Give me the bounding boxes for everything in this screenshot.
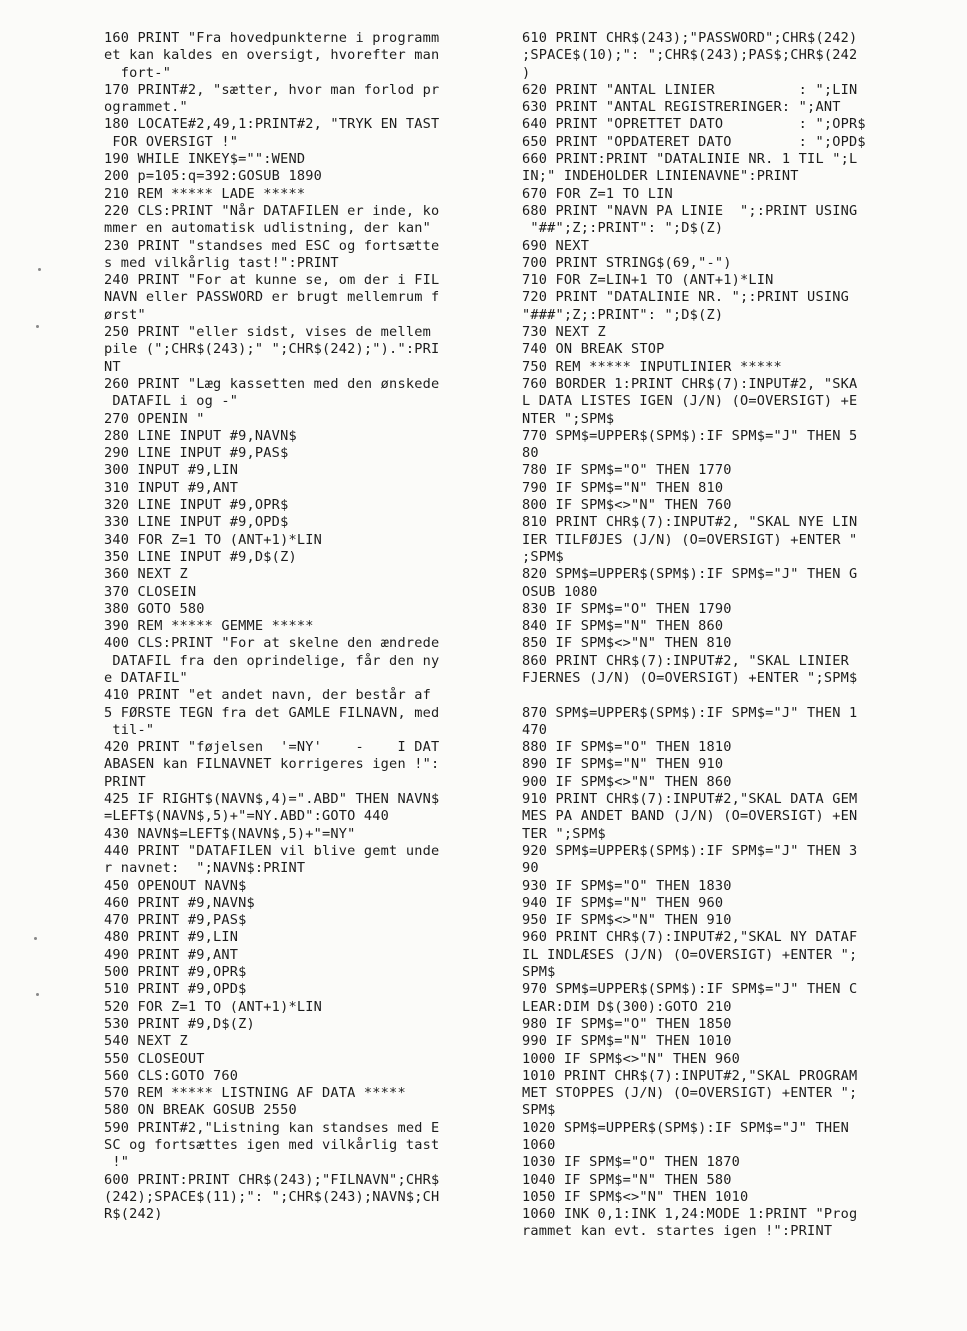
code-line: LEAR:DIM D$(300):GOTO 210 xyxy=(522,998,732,1015)
code-line: 570 REM ***** LISTNING AF DATA ***** xyxy=(104,1085,406,1102)
code-line: NT xyxy=(104,358,121,375)
code-line: 180 LOCATE#2,49,1:PRINT#2, "TRYK EN TAST xyxy=(104,116,440,133)
scan-speck xyxy=(36,325,39,328)
code-line: 80 xyxy=(522,445,539,462)
code-line: 590 PRINT#2,"Listning kan standses med E xyxy=(104,1119,440,1136)
code-line: til-" xyxy=(104,721,155,738)
code-line: !" xyxy=(104,1154,130,1171)
code-line: 770 SPM$=UPPER$(SPM$):IF SPM$="J" THEN 5 xyxy=(522,427,858,444)
code-line: 210 REM ***** LADE ***** xyxy=(104,185,306,202)
code-line: 960 PRINT CHR$(7):INPUT#2,"SKAL NY DATAF xyxy=(522,929,858,946)
code-line: pile (";CHR$(243);" ";CHR$(242);").":PRI xyxy=(104,341,440,358)
code-line: r navnet: ";NAVN$:PRINT xyxy=(104,860,306,877)
code-line: IER TILFØJES (J/N) (O=OVERSIGT) +ENTER " xyxy=(522,531,858,548)
code-line: 1060 xyxy=(522,1137,556,1153)
code-line: ;SPM$ xyxy=(522,548,564,565)
code-line: 640 PRINT "OPRETTET DATO : ";OPR$ xyxy=(522,116,866,133)
code-line: 1010 PRINT CHR$(7):INPUT#2,"SKAL PROGRAM xyxy=(522,1067,858,1084)
code-line: "###";Z;:PRINT": ";D$(Z) xyxy=(522,306,724,323)
code-line: 260 PRINT "Læg kassetten med den ønskede xyxy=(104,375,440,392)
code-line: 270 OPENIN " xyxy=(104,410,205,427)
code-line: mmer en automatisk udlistning, der kan" xyxy=(104,220,431,237)
listing-column-left xyxy=(104,30,520,1223)
code-line: IN;" INDEHOLDER LINIENAVNE":PRINT xyxy=(522,168,799,185)
code-line: s med vilkårlig tast!":PRINT xyxy=(104,254,339,271)
code-line: 280 LINE INPUT #9,NAVN$ xyxy=(104,427,297,444)
code-line: SPM$ xyxy=(522,964,556,981)
code-line: ørst" xyxy=(104,306,146,323)
code-line: 710 FOR Z=LIN+1 TO (ANT+1)*LIN xyxy=(522,272,774,289)
code-line: 190 WHILE INKEY$="":WEND xyxy=(104,151,306,168)
code-line: 380 GOTO 580 xyxy=(104,600,205,617)
code-line: rammet kan evt. startes igen !":PRINT xyxy=(522,1223,833,1240)
code-line: 650 PRINT "OPDATERET DATO : ";OPD$ xyxy=(522,133,866,150)
code-line: 810 PRINT CHR$(7):INPUT#2, "SKAL NYE LIN xyxy=(522,514,858,531)
code-line: DATAFIL fra den oprindelige, får den ny xyxy=(104,652,440,669)
code-line: L DATA LISTES IGEN (J/N) (O=OVERSIGT) +E xyxy=(522,393,858,410)
code-line: 910 PRINT CHR$(7):INPUT#2,"SKAL DATA GEM xyxy=(522,791,858,808)
code-line: 780 IF SPM$="O" THEN 1770 xyxy=(522,462,732,479)
code-line: 700 PRINT STRING$(69,"-") xyxy=(522,254,732,271)
code-line: 240 PRINT "For at kunne se, om der i FIL xyxy=(104,272,440,289)
code-line: 680 PRINT "NAVN PA LINIE ";:PRINT USING xyxy=(522,202,858,219)
code-line: DATAFIL i og -" xyxy=(104,393,239,410)
code-line: 310 INPUT #9,ANT xyxy=(104,479,239,496)
scan-speck xyxy=(36,993,39,996)
code-line: 670 FOR Z=1 TO LIN xyxy=(522,185,673,202)
code-line: 850 IF SPM$<>"N" THEN 810 xyxy=(522,635,732,652)
code-line: 480 PRINT #9,LIN xyxy=(104,929,239,946)
code-line: 550 CLOSEOUT xyxy=(104,1050,205,1067)
code-line: ) xyxy=(522,64,531,81)
code-line: 230 PRINT "standses med ESC og fortsætte xyxy=(104,237,440,254)
code-line: 220 CLS:PRINT "Når DATAFILEN er inde, ko xyxy=(104,202,440,219)
code-line: ogrammet." xyxy=(104,99,188,116)
code-line: 330 LINE INPUT #9,OPD$ xyxy=(104,514,289,531)
code-line: 510 PRINT #9,OPD$ xyxy=(104,981,247,998)
code-line: 790 IF SPM$="N" THEN 810 xyxy=(522,479,724,496)
code-line: 340 FOR Z=1 TO (ANT+1)*LIN xyxy=(104,531,322,548)
code-line: 630 PRINT "ANTAL REGISTRERINGER: ";ANT xyxy=(522,99,841,116)
scan-speck xyxy=(38,268,41,271)
code-line: PRINT xyxy=(104,773,146,790)
code-line: 170 PRINT#2, "sætter, hvor man forlod pr xyxy=(104,81,440,98)
code-line: 250 PRINT "eller sidst, vises de mellem xyxy=(104,324,431,341)
code-line: 950 IF SPM$<>"N" THEN 910 xyxy=(522,912,732,929)
code-line: 880 IF SPM$="O" THEN 1810 xyxy=(522,739,732,756)
code-line: 930 IF SPM$="O" THEN 1830 xyxy=(522,877,732,894)
code-line: NAVN eller PASSWORD er brugt mellemrum f xyxy=(104,289,440,306)
code-line: R$(242) xyxy=(104,1206,163,1223)
code-line: ;SPACE$(10);": ";CHR$(243);PAS$;CHR$(242 xyxy=(522,47,858,64)
code-line: 160 PRINT "Fra hovedpunkterne i programm xyxy=(104,30,440,46)
code-line: 370 CLOSEIN xyxy=(104,583,197,600)
code-line: 970 SPM$=UPPER$(SPM$):IF SPM$="J" THEN C xyxy=(522,981,858,998)
code-line: 300 INPUT #9,LIN xyxy=(104,462,239,479)
code-line: 470 PRINT #9,PAS$ xyxy=(104,912,247,929)
code-line: 610 PRINT CHR$(243);"PASSWORD";CHR$(242) xyxy=(522,30,858,46)
code-line: 5 FØRSTE TEGN fra det GAMLE FILNAVN, med xyxy=(104,704,440,721)
code-line: 490 PRINT #9,ANT xyxy=(104,946,239,963)
code-line: 730 NEXT Z xyxy=(522,324,606,341)
code-line: FOR OVERSIGT !" xyxy=(104,133,239,150)
code-line: 1040 IF SPM$="N" THEN 580 xyxy=(522,1171,732,1188)
code-line: =LEFT$(NAVN$,5)+"=NY.ABD":GOTO 440 xyxy=(104,808,390,825)
code-line: 460 PRINT #9,NAVN$ xyxy=(104,894,255,911)
code-line: IL INDLÆSES (J/N) (O=OVERSIGT) +ENTER "; xyxy=(522,946,858,963)
code-line: 400 CLS:PRINT "For at skelne den ændrede xyxy=(104,635,440,652)
code-line: e DATAFIL" xyxy=(104,669,188,686)
code-line: et kan kaldes en oversigt, hvorefter man xyxy=(104,47,440,64)
code-line: 940 IF SPM$="N" THEN 960 xyxy=(522,894,724,911)
code-line: 900 IF SPM$<>"N" THEN 860 xyxy=(522,773,732,790)
code-line: 540 NEXT Z xyxy=(104,1033,188,1050)
code-line: 980 IF SPM$="O" THEN 1850 xyxy=(522,1015,732,1032)
code-line: SPM$ xyxy=(522,1102,556,1119)
code-line: 430 NAVN$=LEFT$(NAVN$,5)+"=NY" xyxy=(104,825,356,842)
code-line: FJERNES (J/N) (O=OVERSIGT) +ENTER ";SPM$ xyxy=(522,669,858,686)
code-line: 390 REM ***** GEMME ***** xyxy=(104,618,314,635)
code-line xyxy=(522,687,942,704)
code-line: 425 IF RIGHT$(NAVN$,4)=".ABD" THEN NAVN$ xyxy=(104,791,440,808)
code-line: 820 SPM$=UPPER$(SPM$):IF SPM$="J" THEN G xyxy=(522,566,858,583)
code-line: 90 xyxy=(522,860,539,877)
code-line: 870 SPM$=UPPER$(SPM$):IF SPM$="J" THEN 1 xyxy=(522,704,858,721)
code-line: 290 LINE INPUT #9,PAS$ xyxy=(104,445,289,462)
code-line: 450 OPENOUT NAVN$ xyxy=(104,877,247,894)
code-line: 620 PRINT "ANTAL LINIER : ";LIN xyxy=(522,81,858,98)
code-line: 360 NEXT Z xyxy=(104,566,188,583)
code-line: 800 IF SPM$<>"N" THEN 760 xyxy=(522,497,732,514)
code-line: 990 IF SPM$="N" THEN 1010 xyxy=(522,1033,732,1050)
code-line: 890 IF SPM$="N" THEN 910 xyxy=(522,756,724,773)
code-line: 1060 INK 0,1:INK 1,24:MODE 1:PRINT "Prog xyxy=(522,1206,858,1223)
code-line: 1020 SPM$=UPPER$(SPM$):IF SPM$="J" THEN xyxy=(522,1119,849,1136)
code-line: SC og fortsættes igen med vilkårlig tast xyxy=(104,1137,440,1153)
code-line: (242);SPACE$(11);": ";CHR$(243);NAVN$;CH xyxy=(104,1188,440,1205)
code-line: 830 IF SPM$="O" THEN 1790 xyxy=(522,600,732,617)
code-line: 760 BORDER 1:PRINT CHR$(7):INPUT#2, "SKA xyxy=(522,375,858,392)
code-line: 420 PRINT "føjelsen '=NY' - I DAT xyxy=(104,739,440,756)
listing-column-right xyxy=(522,30,942,1241)
code-line: 840 IF SPM$="N" THEN 860 xyxy=(522,618,724,635)
code-line: 720 PRINT "DATALINIE NR. ";:PRINT USING xyxy=(522,289,849,306)
code-line: 690 NEXT xyxy=(522,237,590,254)
code-line: 320 LINE INPUT #9,OPR$ xyxy=(104,497,289,514)
scan-speck xyxy=(34,937,37,940)
code-line: 1030 IF SPM$="O" THEN 1870 xyxy=(522,1154,740,1171)
code-line: 750 REM ***** INPUTLINIER ***** xyxy=(522,358,782,375)
code-line: MES PA ANDET BAND (J/N) (O=OVERSIGT) +EN xyxy=(522,808,858,825)
code-line: MET STOPPES (J/N) (O=OVERSIGT) +ENTER "; xyxy=(522,1085,858,1102)
code-line: 440 PRINT "DATAFILEN vil blive gemt unde xyxy=(104,842,440,859)
code-line: 660 PRINT:PRINT "DATALINIE NR. 1 TIL ";L xyxy=(522,151,858,168)
code-line: 530 PRINT #9,D$(Z) xyxy=(104,1015,255,1032)
code-line: 560 CLS:GOTO 760 xyxy=(104,1067,239,1084)
code-line: 580 ON BREAK GOSUB 2550 xyxy=(104,1102,297,1119)
code-line: 520 FOR Z=1 TO (ANT+1)*LIN xyxy=(104,998,322,1015)
code-line: OSUB 1080 xyxy=(522,583,598,600)
code-line: ABASEN kan FILNAVNET korrigeres igen !": xyxy=(104,756,440,773)
code-line: 1050 IF SPM$<>"N" THEN 1010 xyxy=(522,1188,749,1205)
code-line: 470 xyxy=(522,721,548,738)
code-line: 600 PRINT:PRINT CHR$(243);"FILNAVN";CHR$ xyxy=(104,1171,440,1188)
code-line: 740 ON BREAK STOP xyxy=(522,341,665,358)
code-line: 500 PRINT #9,OPR$ xyxy=(104,964,247,981)
code-line: "##";Z;:PRINT": ";D$(Z) xyxy=(522,220,724,237)
code-line: 860 PRINT CHR$(7):INPUT#2, "SKAL LINIER xyxy=(522,652,849,669)
code-line: fort-" xyxy=(104,64,172,81)
code-line: 200 p=105:q=392:GOSUB 1890 xyxy=(104,168,322,185)
code-line: 410 PRINT "et andet navn, der består af xyxy=(104,687,431,704)
code-line: NTER ";SPM$ xyxy=(522,410,615,427)
code-line: TER ";SPM$ xyxy=(522,825,606,842)
code-line: 350 LINE INPUT #9,D$(Z) xyxy=(104,548,297,565)
code-line: 1000 IF SPM$<>"N" THEN 960 xyxy=(522,1050,740,1067)
code-line: 920 SPM$=UPPER$(SPM$):IF SPM$="J" THEN 3 xyxy=(522,842,858,859)
